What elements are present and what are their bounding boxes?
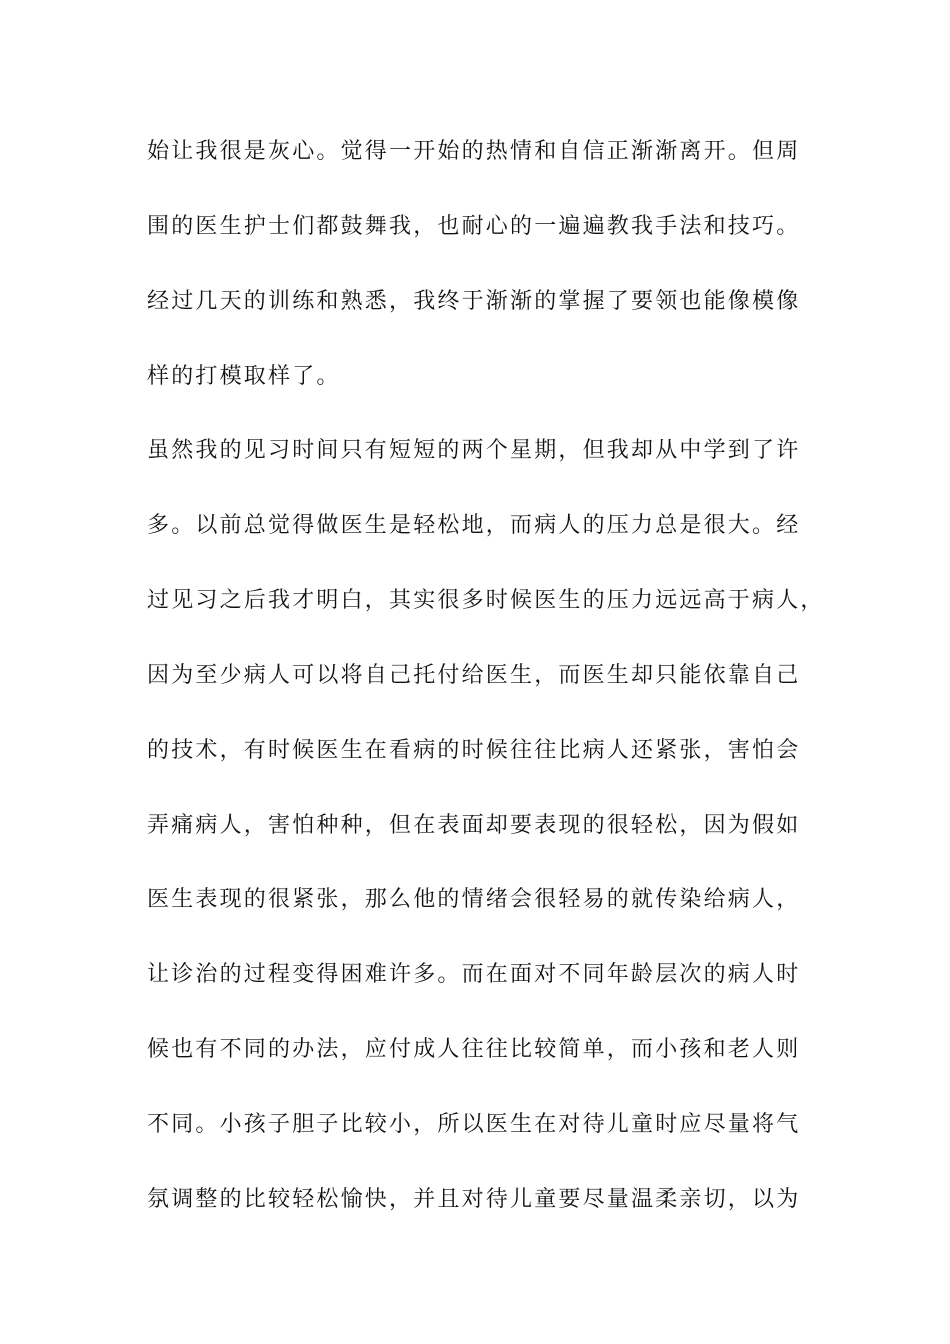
text-line: 医生表现的很紧张，那么他的情绪会很轻易的就传染给病人， — [147, 887, 801, 912]
text-line: 多。以前总觉得做医生是轻松地，而病人的压力总是很大。经 — [147, 513, 801, 538]
text-line: 经过几天的训练和熟悉，我终于渐渐的掌握了要领也能像模像 — [147, 289, 801, 314]
text-line: 的技术，有时候医生在看病的时候往往比病人还紧张，害怕会 — [147, 738, 801, 763]
text-line: 氛调整的比较轻松愉快，并且对待儿童要尽量温柔亲切，以为 — [147, 1187, 801, 1212]
text-line: 弄痛病人，害怕种种，但在表面却要表现的很轻松，因为假如 — [147, 813, 801, 838]
text-line: 不同。小孩子胆子比较小，所以医生在对待儿童时应尽量将气 — [147, 1112, 801, 1137]
text-line: 样的打模取样了。 — [147, 364, 341, 389]
text-line: 过见习之后我才明白，其实很多时候医生的压力远远高于病人， — [147, 588, 825, 613]
text-line: 始让我很是灰心。觉得一开始的热情和自信正渐渐离开。但周 — [147, 139, 801, 164]
text-line: 虽然我的见习时间只有短短的两个星期，但我却从中学到了许 — [147, 438, 801, 463]
text-line: 候也有不同的办法，应付成人往往比较简单，而小孩和老人则 — [147, 1037, 801, 1062]
text-line: 让诊治的过程变得困难许多。而在面对不同年龄层次的病人时 — [147, 962, 801, 987]
text-line: 因为至少病人可以将自己托付给医生，而医生却只能依靠自己 — [147, 663, 801, 688]
text-line: 围的医生护士们都鼓舞我，也耐心的一遍遍教我手法和技巧。 — [147, 214, 801, 239]
